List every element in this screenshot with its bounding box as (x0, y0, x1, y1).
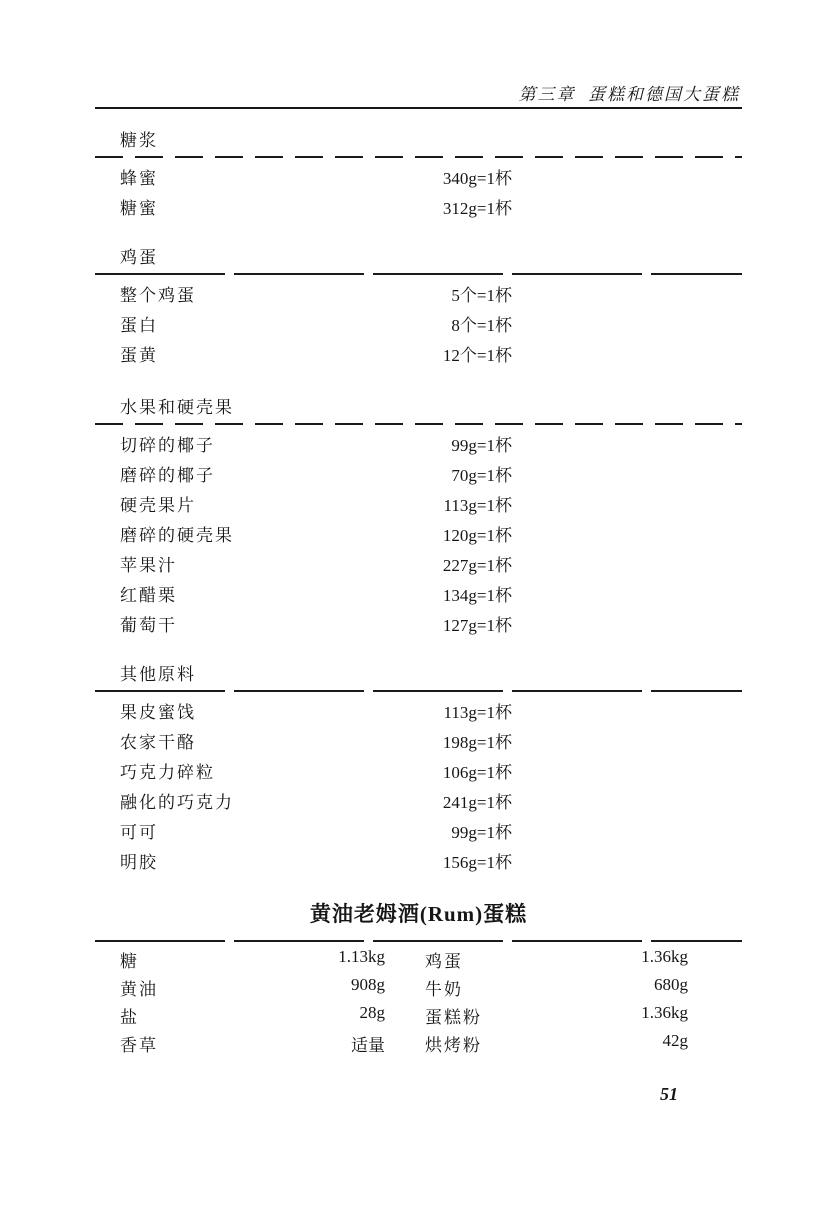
table-row (95, 335, 742, 365)
table-row (95, 455, 742, 485)
table-row (95, 970, 742, 998)
section-other-ingredients (95, 660, 742, 872)
table-row (95, 305, 742, 335)
ingredient-label: 烘烤粉 (425, 1036, 482, 1055)
ingredient-label: 盐 (120, 1008, 139, 1027)
ingredient-label: 蛋糕粉 (425, 1008, 482, 1027)
ingredient-label: 牛奶 (425, 980, 463, 999)
table-row (95, 485, 742, 515)
ingredient-label: 果皮蜜饯 (120, 703, 196, 722)
table-row (95, 188, 742, 218)
ingredient-label: 蜂蜜 (120, 169, 158, 188)
table-row (95, 942, 742, 970)
table-row (95, 515, 742, 545)
ingredient-value: 908g (351, 975, 385, 994)
ingredient-label: 糖蜜 (120, 199, 158, 218)
ingredient-value: 5个=1杯 (451, 286, 512, 305)
ingredient-value: 42g (662, 1031, 688, 1050)
ingredient-value: 99g=1杯 (451, 436, 512, 455)
ingredient-label: 硬壳果片 (120, 496, 196, 515)
ingredient-label: 切碎的椰子 (120, 436, 215, 455)
ingredient-label: 葡萄干 (120, 616, 177, 635)
ingredient-value: 156g=1杯 (442, 853, 512, 872)
ingredient-label: 融化的巧克力 (120, 793, 234, 812)
section-fruits-nuts (95, 393, 742, 635)
page-number: 51 (660, 1084, 678, 1104)
table-row (95, 722, 742, 752)
ingredient-label: 农家干酪 (120, 733, 196, 752)
recipe-title: 黄油老姆酒(Rum)蛋糕 (309, 902, 528, 926)
ingredient-value: 1.36kg (641, 1003, 688, 1022)
ingredient-label: 苹果汁 (120, 556, 177, 575)
table-row (95, 275, 742, 305)
ingredient-label: 明胶 (120, 853, 158, 872)
ingredient-value: 适量 (351, 1036, 385, 1055)
ingredient-label: 蛋白 (120, 316, 158, 335)
table-row (95, 842, 742, 872)
ingredient-label: 磨碎的椰子 (120, 466, 215, 485)
ingredient-value: 1.36kg (641, 947, 688, 966)
header-rule (95, 107, 742, 109)
recipe-block (95, 898, 742, 1054)
ingredient-value: 134g=1杯 (442, 586, 512, 605)
ingredient-value: 113g=1杯 (443, 703, 512, 722)
section-syrup (95, 126, 742, 218)
ingredient-label: 香草 (120, 1036, 158, 1055)
section-title: 水果和硬壳果 (120, 398, 234, 417)
ingredient-label: 鸡蛋 (425, 952, 463, 971)
table-row (95, 605, 742, 635)
ingredient-value: 312g=1杯 (442, 199, 512, 218)
table-row (95, 575, 742, 605)
ingredient-value: 127g=1杯 (442, 616, 512, 635)
ingredient-value: 227g=1杯 (442, 556, 512, 575)
ingredient-value: 198g=1杯 (442, 733, 512, 752)
ingredient-label: 巧克力碎粒 (120, 763, 215, 782)
ingredient-label: 黄油 (120, 980, 158, 999)
ingredient-label: 糖 (120, 952, 139, 971)
ingredient-label: 可可 (120, 823, 158, 842)
ingredient-value: 120g=1杯 (442, 526, 512, 545)
ingredient-value: 340g=1杯 (442, 169, 512, 188)
table-row (95, 1026, 742, 1054)
ingredient-value: 241g=1杯 (442, 793, 512, 812)
table-row (95, 425, 742, 455)
ingredient-label: 蛋黄 (120, 346, 158, 365)
section-eggs (95, 243, 742, 365)
ingredient-label: 磨碎的硬壳果 (120, 526, 234, 545)
table-row (95, 812, 742, 842)
ingredient-value: 70g=1杯 (451, 466, 512, 485)
table-row (95, 752, 742, 782)
table-row (95, 692, 742, 722)
ingredient-value: 680g (654, 975, 688, 994)
ingredient-value: 8个=1杯 (451, 316, 512, 335)
ingredient-value: 99g=1杯 (451, 823, 512, 842)
section-title: 糖浆 (120, 131, 158, 150)
ingredient-value: 28g (359, 1003, 385, 1022)
ingredient-label: 整个鸡蛋 (120, 286, 196, 305)
table-row (95, 158, 742, 188)
running-header: 第三章 蛋糕和德国大蛋糕 (518, 85, 740, 104)
ingredient-value: 113g=1杯 (443, 496, 512, 515)
ingredient-value: 106g=1杯 (442, 763, 512, 782)
ingredient-label: 红醋栗 (120, 586, 177, 605)
section-title: 其他原料 (120, 665, 196, 684)
table-row (95, 545, 742, 575)
ingredient-value: 12个=1杯 (442, 346, 512, 365)
table-row (95, 782, 742, 812)
section-title: 鸡蛋 (120, 248, 158, 267)
ingredient-value: 1.13kg (338, 947, 385, 966)
table-row (95, 998, 742, 1026)
